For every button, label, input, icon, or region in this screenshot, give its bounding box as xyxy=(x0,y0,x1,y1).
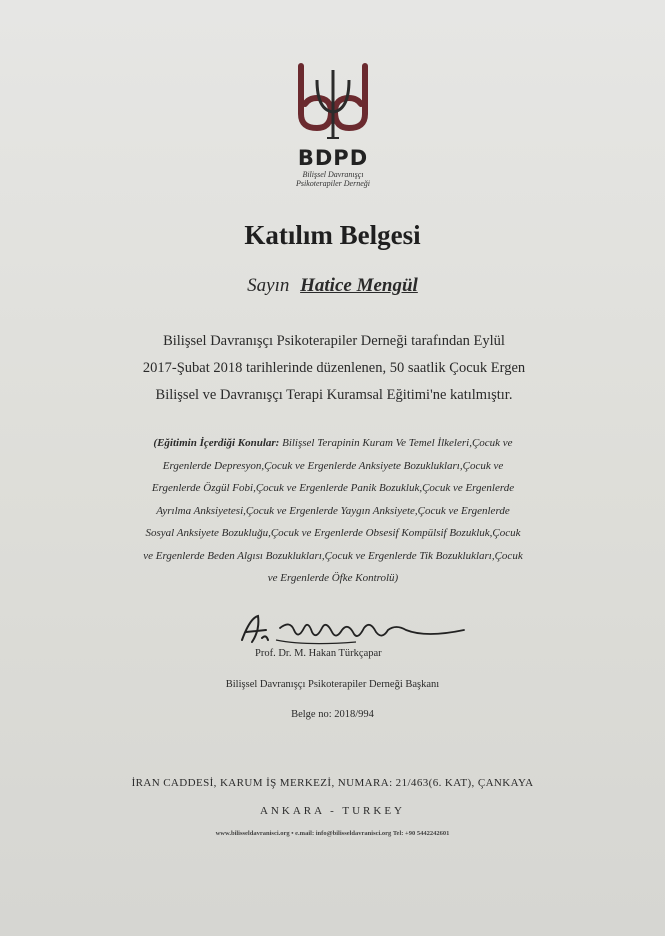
recipient-line xyxy=(0,275,665,297)
salutation: Sayın xyxy=(247,275,290,296)
certificate-title: Katılım Belgesi xyxy=(244,220,421,250)
body-line-3: Bilişsel ve Davranışçı Terapi Kuramsal Eğitimi'ne katılmıştır. xyxy=(155,387,513,403)
footer-contact: www.bilisseldavranisci.org • e.mail: info@bilisseldavranisci.org Tel: +90 5442242601 xyxy=(215,830,450,837)
topics-lead: (Eğitimin İçerdiği Konular: xyxy=(153,437,280,449)
certificate-number: Belge no: 2018/994 xyxy=(291,709,374,720)
topics-line-4: Ayrılma Anksiyetesi,Çocuk ve Ergenlerde Yaygın Anksiyete,Çocuk ve Ergenlerde xyxy=(156,504,510,517)
topics-line-1-text: Bilişsel Terapinin Kuram Ve Temel İlkeleri,Çocuk ve xyxy=(279,437,513,449)
logo-subtitle-line2: Psikoterapiler Derneği xyxy=(296,179,370,188)
topics-line-5: Sosyal Anksiyete Bozukluğu,Çocuk ve Ergenlerde Obsesif Kompülsif Bozukluk,Çocuk xyxy=(145,527,521,539)
body-line-2: 2017-Şubat 2018 tarihlerinde düzenlenen, 50 saatlik Çocuk Ergen xyxy=(142,360,526,376)
training-topics xyxy=(88,432,578,590)
topics-line-3: Ergenlerde Özgül Fobi,Çocuk ve Ergenlerde Panik Bozukluk,Çocuk ve Ergenlerde xyxy=(151,482,515,494)
association-logo xyxy=(278,62,388,197)
topics-line-2: Ergenlerde Depresyon,Çocuk ve Ergenlerde Anksiyete Bozuklukları,Çocuk ve xyxy=(162,459,504,472)
certificate-body xyxy=(95,328,573,409)
logo-subtitle-line1: Bilişsel Davranışçı xyxy=(302,170,364,179)
signer-role: Bilişsel Davranışçı Psikoterapiler Derneği Başkanı xyxy=(225,679,440,690)
topics-line-1 xyxy=(88,432,578,455)
topics-line-7: ve Ergenlerde Öfke Kontrolü) xyxy=(267,572,399,584)
footer-address: İRAN CADDESİ, KARUM İŞ MERKEZİ, NUMARA: 21/463(6. KAT), ÇANKAYA xyxy=(131,777,534,789)
body-line-1: Bilişsel Davranışçı Psikoterapiler Derneği tarafından Eylül xyxy=(163,333,505,349)
handwritten-signature-icon xyxy=(236,610,471,650)
signer-name: Prof. Dr. M. Hakan Türkçapar xyxy=(255,648,382,659)
topics-line-6: ve Ergenlerde Beden Algısı Bozuklukları,Çocuk ve Ergenlerde Tik Bozuklukları,Çocuk xyxy=(143,549,523,562)
recipient-name: Hatice Mengül xyxy=(300,275,418,296)
logo-abbreviation: BDPD xyxy=(297,146,369,170)
bdpd-psi-logo-icon xyxy=(287,62,379,142)
footer-city: ANKARA - TURKEY xyxy=(259,805,406,817)
